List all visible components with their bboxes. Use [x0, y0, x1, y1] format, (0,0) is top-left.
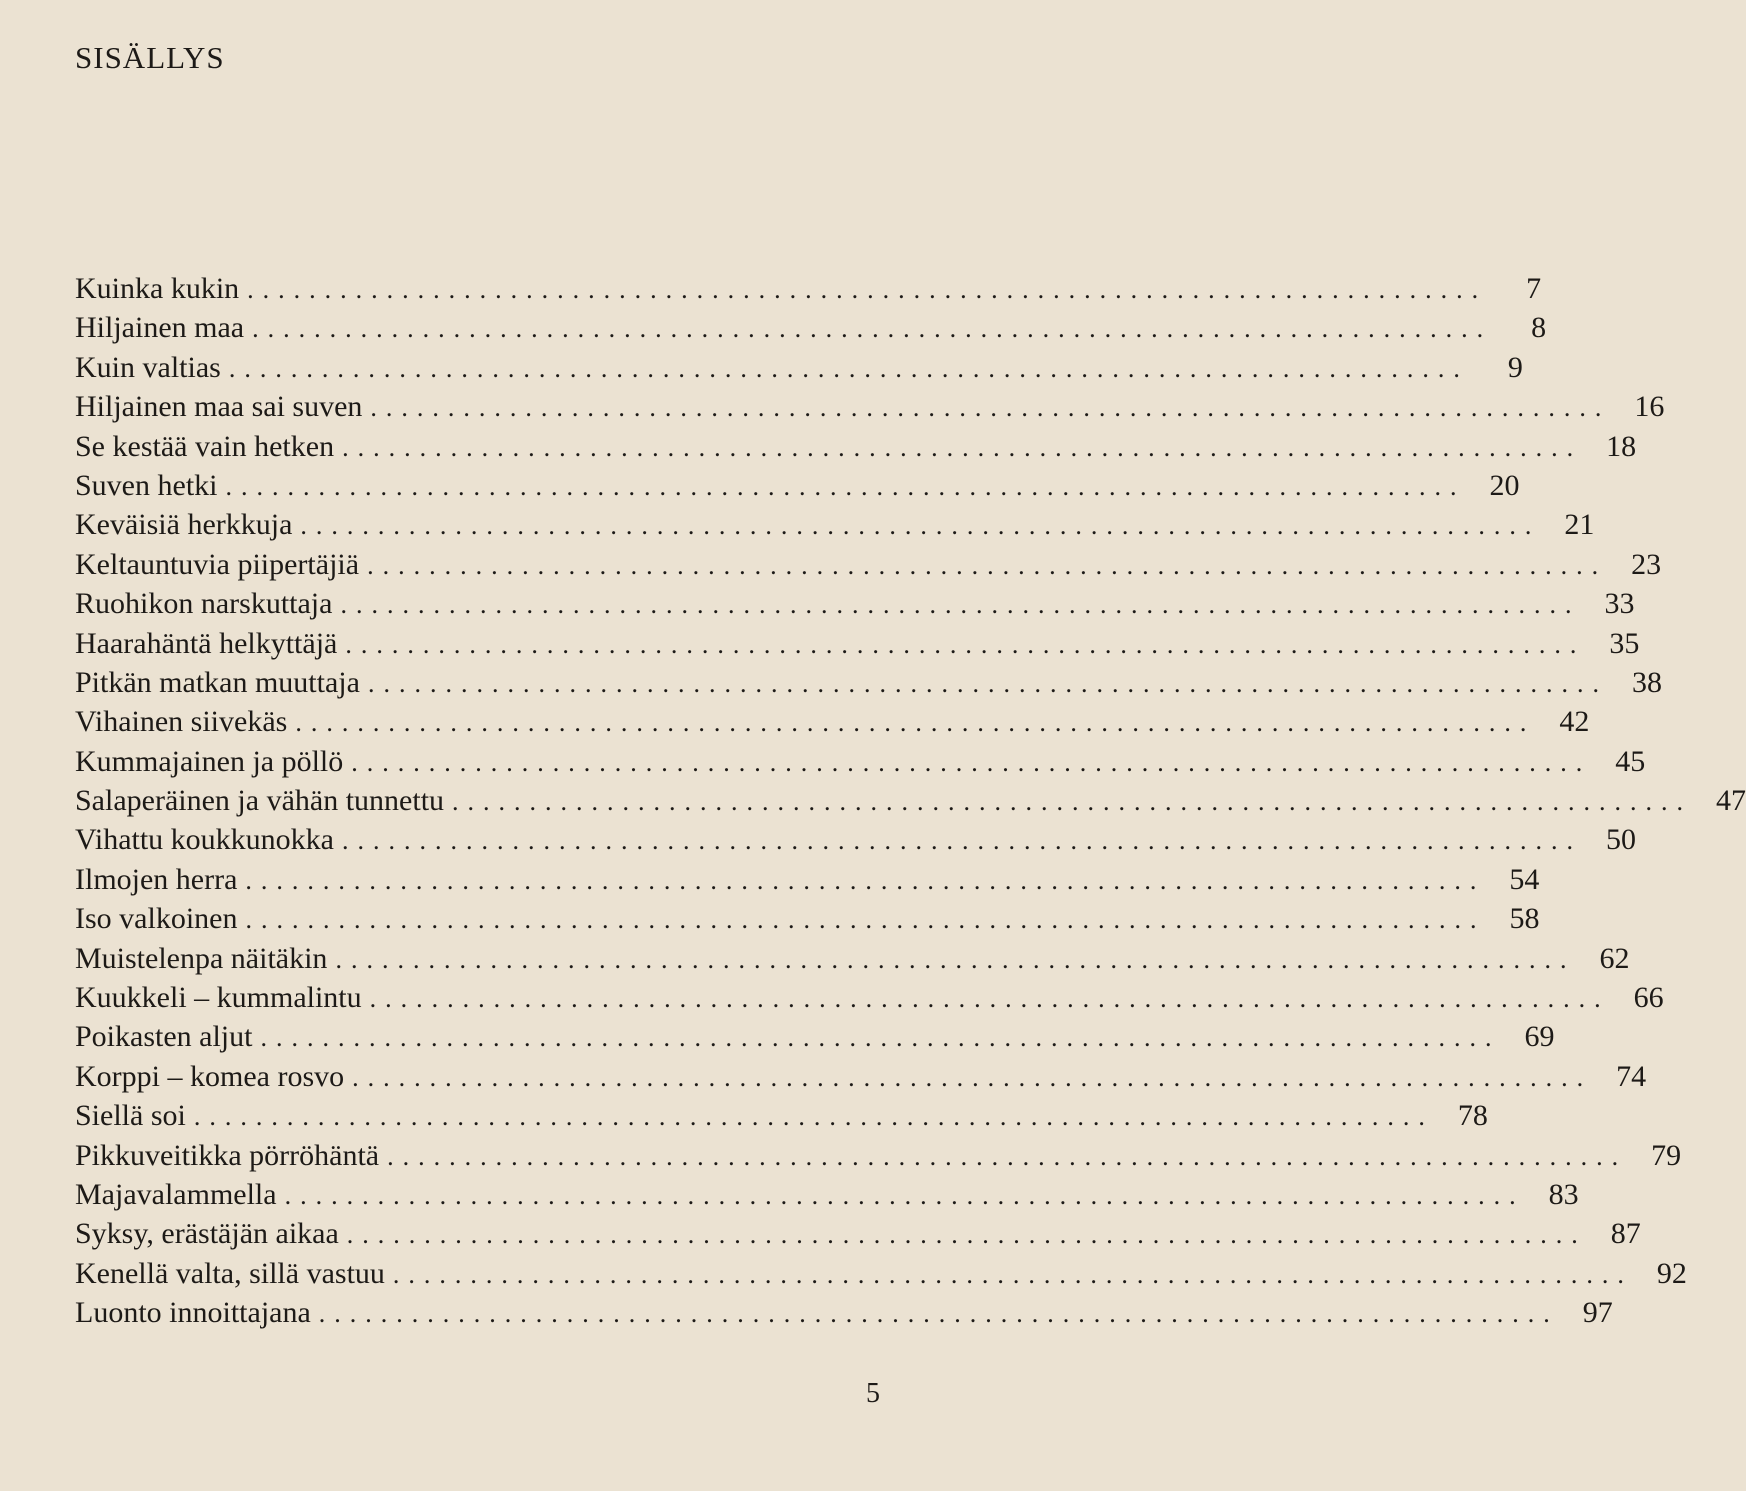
- entry-title: Vihainen siivekäs: [75, 705, 288, 739]
- entry-page: 92: [1656, 1256, 1687, 1290]
- table-of-contents: [75, 272, 1746, 1336]
- entry-page: 9: [1507, 350, 1523, 384]
- entry-title: Korppi – komea rosvo: [75, 1059, 345, 1093]
- entry-title: Ilmojen herra: [75, 862, 238, 896]
- toc-entry: [75, 665, 1662, 705]
- toc-entry: [75, 468, 1520, 508]
- entry-title: Se kestää vain hetken: [75, 429, 335, 463]
- toc-entry: [75, 508, 1595, 547]
- entry-title: Poikasten aljut: [75, 1020, 253, 1054]
- dot-leader: ................................................................................: [352, 1062, 1593, 1092]
- dot-leader: ................................................................................: [193, 1102, 1434, 1132]
- toc-entry: [75, 272, 1542, 311]
- entry-title: Hiljainen maa: [75, 311, 245, 345]
- entry-page: 38: [1631, 665, 1662, 699]
- dot-leader: ................................................................................: [245, 905, 1486, 935]
- entry-title: Pikkuveitikka pörröhäntä: [75, 1138, 380, 1172]
- entry-page: 74: [1616, 1059, 1647, 1093]
- dot-leader: ................................................................................: [228, 353, 1469, 383]
- entry-title: Kummajainen ja pöllö: [75, 744, 344, 778]
- entry-page: 54: [1509, 862, 1540, 896]
- entry-page: 47: [1716, 784, 1746, 818]
- entry-page: 79: [1651, 1138, 1682, 1172]
- entry-page: 21: [1564, 508, 1595, 542]
- page-number: 5: [866, 1378, 880, 1409]
- entry-title: Luonto innoittajana: [75, 1296, 311, 1330]
- entry-page: 78: [1457, 1099, 1488, 1133]
- entry-page: 18: [1606, 429, 1637, 463]
- entry-title: Muistelenpa näitäkin: [75, 941, 328, 975]
- toc-entry: [75, 1217, 1641, 1256]
- entry-page: 97: [1582, 1296, 1613, 1330]
- entry-page: 35: [1609, 626, 1640, 660]
- entry-title: Suven hetki: [75, 468, 218, 502]
- entry-title: Keväisiä herkkuja: [75, 508, 293, 542]
- entry-page: 33: [1604, 587, 1635, 621]
- dot-leader: ................................................................................: [342, 432, 1583, 462]
- entry-title: Ruohikon narskuttaja: [75, 587, 333, 621]
- dot-leader: ................................................................................: [367, 668, 1608, 698]
- toc-entry: [75, 705, 1590, 744]
- toc-entry: [75, 1059, 1647, 1099]
- dot-leader: ................................................................................: [342, 826, 1582, 856]
- entry-title: Kenellä valta, sillä vastuu: [75, 1256, 385, 1290]
- toc-entry: [75, 902, 1540, 941]
- entry-page: 58: [1509, 902, 1540, 936]
- entry-page: 66: [1633, 981, 1664, 1015]
- dot-leader: ................................................................................: [260, 1023, 1501, 1053]
- toc-entry: [75, 626, 1640, 666]
- entry-title: Keltauntuvia piipertäjiä: [75, 547, 360, 581]
- toc-entry: [75, 1177, 1579, 1217]
- page-title: SISÄLLYS: [75, 40, 225, 75]
- entry-page: 8: [1531, 311, 1547, 345]
- entry-title: Pitkän matkan muuttaja: [75, 665, 360, 699]
- dot-leader: ................................................................................: [335, 944, 1576, 974]
- entry-page: 50: [1606, 823, 1636, 857]
- dot-leader: ................................................................................: [392, 1259, 1633, 1289]
- entry-title: Haarahäntä helkyttäjä: [75, 626, 338, 660]
- entry-page: 83: [1548, 1177, 1579, 1211]
- entry-page: 23: [1631, 547, 1662, 581]
- entry-title: Syksy, erästäjän aikaa: [75, 1217, 339, 1251]
- toc-entry: [75, 350, 1523, 390]
- entry-title: Siellä soi: [75, 1099, 186, 1133]
- toc-entry: [75, 1099, 1488, 1138]
- entry-page: 62: [1599, 941, 1630, 975]
- toc-entry: [75, 429, 1637, 469]
- entry-title: Kuinka kukin: [75, 272, 240, 305]
- entry-title: Iso valkoinen: [75, 902, 238, 936]
- toc-entry: [75, 1256, 1687, 1296]
- toc-entry: [75, 390, 1665, 429]
- toc-entry: [75, 744, 1646, 784]
- entry-title: Kuin valtias: [75, 350, 221, 384]
- toc-entry: [75, 784, 1746, 823]
- dot-leader: ................................................................................: [284, 1180, 1525, 1210]
- dot-leader: ................................................................................: [367, 550, 1608, 580]
- entry-title: Kuukkeli – kummalintu: [75, 981, 362, 1015]
- entry-title: Salaperäinen ja vähän tunnettu: [75, 784, 445, 818]
- entry-page: 45: [1615, 744, 1646, 778]
- entry-page: 16: [1634, 390, 1665, 424]
- dot-leader: ................................................................................: [345, 629, 1586, 659]
- entry-page: 7: [1526, 272, 1542, 305]
- entry-title: Vihattu koukkunokka: [75, 823, 334, 857]
- dot-leader: ................................................................................: [300, 511, 1541, 541]
- toc-entry: [75, 1020, 1555, 1059]
- toc-entry: [75, 1296, 1613, 1335]
- dot-leader: ................................................................................: [387, 1141, 1628, 1171]
- dot-leader: ................................................................................: [225, 471, 1466, 501]
- toc-entry: [75, 981, 1664, 1020]
- dot-leader: ................................................................................: [247, 275, 1488, 304]
- toc-entry: [75, 311, 1547, 350]
- dot-leader: ................................................................................: [295, 708, 1536, 738]
- entry-page: 42: [1559, 705, 1590, 739]
- dot-leader: ................................................................................: [370, 393, 1611, 423]
- dot-leader: ................................................................................: [452, 787, 1693, 817]
- entry-title: Majavalammella: [75, 1177, 277, 1211]
- entry-page: 69: [1524, 1020, 1555, 1054]
- toc-entry: [75, 862, 1540, 902]
- entry-title: Hiljainen maa sai suven: [75, 390, 363, 424]
- dot-leader: ................................................................................: [318, 1299, 1559, 1329]
- dot-leader: ................................................................................: [351, 747, 1592, 777]
- entry-page: 87: [1610, 1217, 1641, 1251]
- entry-page: 20: [1489, 468, 1520, 502]
- dot-leader: ................................................................................: [346, 1220, 1587, 1250]
- toc-entry: [75, 941, 1630, 981]
- dot-leader: ................................................................................: [245, 865, 1486, 895]
- toc-entry: [75, 587, 1635, 626]
- dot-leader: ................................................................................: [369, 984, 1610, 1014]
- dot-leader: ................................................................................: [252, 314, 1493, 344]
- toc-entry: [75, 823, 1636, 862]
- toc-entry: [75, 1138, 1682, 1178]
- dot-leader: ................................................................................: [340, 590, 1581, 620]
- toc-entry: [75, 547, 1662, 587]
